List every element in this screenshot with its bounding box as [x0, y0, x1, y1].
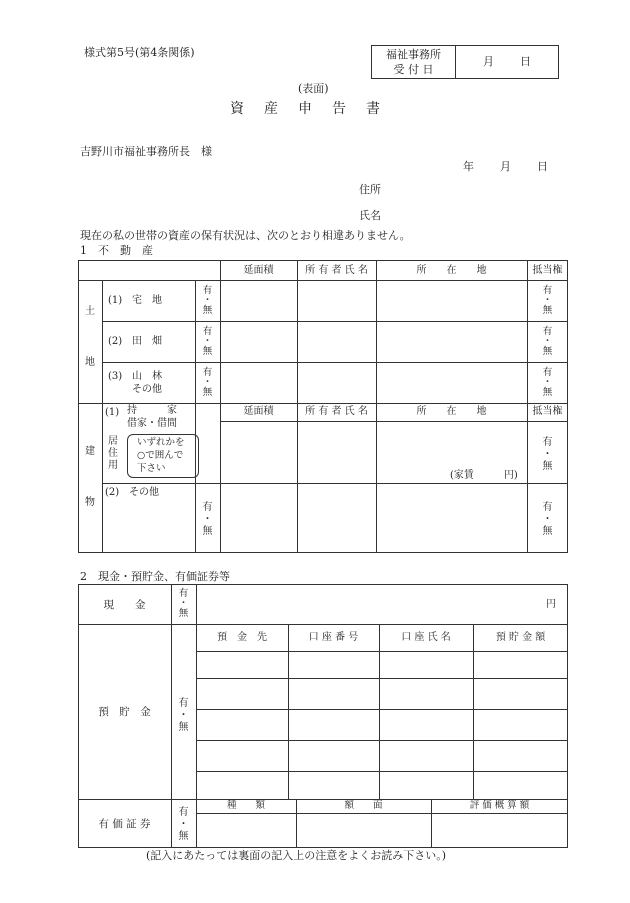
receipt-month[interactable]: 月: [483, 55, 494, 68]
yes-no-choice[interactable]: 有 ・ 無: [202, 367, 213, 398]
side-note: (表面): [298, 82, 329, 95]
instruction-line: 下さい: [137, 463, 166, 474]
intro-statement: 現在の私の世帯の資産の保有状況は、次のとおり相違ありません。: [80, 229, 411, 242]
date-day[interactable]: 日: [537, 160, 548, 173]
name-label: 氏名: [359, 209, 381, 222]
land-label-bottom: 地: [85, 357, 95, 368]
col-bank: 預 金 先: [217, 632, 267, 643]
col-security-type: 種 類: [226, 800, 265, 811]
cash-yen-unit: 円: [546, 599, 556, 610]
yes-no-choice[interactable]: 有 ・ 無: [178, 588, 189, 619]
building-label-top: 建: [85, 446, 95, 457]
col-savings-amount: 預 貯 金 額: [495, 632, 546, 643]
col-owner: 所 有 者 氏 名: [305, 265, 368, 276]
land-row-name: 山 林: [132, 371, 162, 382]
mortgage-yes-no-choice[interactable]: 有 ・ 無: [542, 326, 553, 357]
land-row-name: 田 畑: [132, 336, 162, 347]
building-row-num: (2): [105, 487, 120, 498]
residence-use-label: 居 住 用: [108, 436, 118, 471]
page-title: 資 産 申 告 書: [230, 101, 383, 117]
receipt-label-date: 受 付 日: [393, 63, 434, 76]
receipt-day[interactable]: 日: [520, 55, 531, 68]
yes-no-choice[interactable]: 有 ・ 無: [202, 285, 213, 316]
building-own-option[interactable]: 持 家: [127, 405, 177, 416]
securities-label: 有 価 証 券: [98, 818, 151, 830]
receipt-label-office: 福祉事務所: [386, 48, 441, 61]
col-area: 延面積: [243, 265, 274, 276]
savings-label: 預 貯 金: [98, 706, 151, 718]
instruction-line: ○で囲んで: [137, 450, 184, 461]
building-rent-option[interactable]: 借家・借間: [127, 418, 177, 429]
col-location: 所 在 地: [416, 406, 487, 417]
building-other-label: その他: [129, 487, 159, 498]
mortgage-yes-no-choice[interactable]: 有 ・ 無: [542, 437, 553, 472]
col-location: 所 在 地: [416, 265, 487, 276]
col-estimated-value: 評 価 概 算 額: [469, 800, 530, 811]
mortgage-yes-no-choice[interactable]: 有 ・ 無: [542, 367, 553, 398]
col-owner: 所 有 者 氏 名: [305, 406, 368, 417]
yes-no-choice[interactable]: 有 ・ 無: [178, 807, 189, 842]
building-row-num: (1): [105, 407, 120, 418]
col-account-name: 口 座 氏 名: [401, 632, 451, 643]
land-row-num: (1): [108, 295, 123, 306]
land-row-num: (3): [108, 371, 123, 382]
col-account-number: 口 座 番 号: [308, 632, 359, 643]
land-label-top: 土: [85, 306, 95, 317]
yes-no-choice[interactable]: 有 ・ 無: [202, 326, 213, 357]
section2-heading: 2 現金・預貯金、有価証券等: [80, 570, 230, 583]
form-number: 様式第5号(第4条関係): [84, 46, 195, 59]
instruction-line: いずれかを: [137, 437, 185, 448]
mortgage-yes-no-choice[interactable]: 有 ・ 無: [542, 502, 553, 537]
date-year[interactable]: 年: [463, 160, 474, 173]
col-area: 延面積: [243, 406, 274, 417]
section1-heading: 1 不 動 産: [80, 244, 153, 257]
mortgage-yes-no-choice[interactable]: 有 ・ 無: [542, 285, 553, 316]
col-face-value: 額 面: [344, 800, 383, 811]
footer-note: (記入にあたっては裏面の記入上の注意をよくお読み下さい。): [146, 849, 447, 862]
rent-amount-note[interactable]: (家賃 円): [450, 470, 518, 481]
col-mortgage: 抵当権: [532, 265, 563, 276]
land-row-name: 宅 地: [132, 295, 162, 306]
col-mortgage: 抵当権: [532, 406, 563, 417]
cash-label: 現 金: [103, 599, 146, 611]
building-label-bottom: 物: [85, 497, 95, 508]
addressee: 吉野川市福祉事務所長 様: [80, 145, 212, 158]
yes-no-choice[interactable]: 有 ・ 無: [178, 698, 189, 733]
yes-no-choice[interactable]: 有 ・ 無: [202, 502, 213, 537]
address-label: 住所: [359, 183, 381, 196]
date-month[interactable]: 月: [500, 160, 511, 173]
land-row-name-sub: その他: [132, 384, 162, 395]
land-row-num: (2): [108, 336, 123, 347]
